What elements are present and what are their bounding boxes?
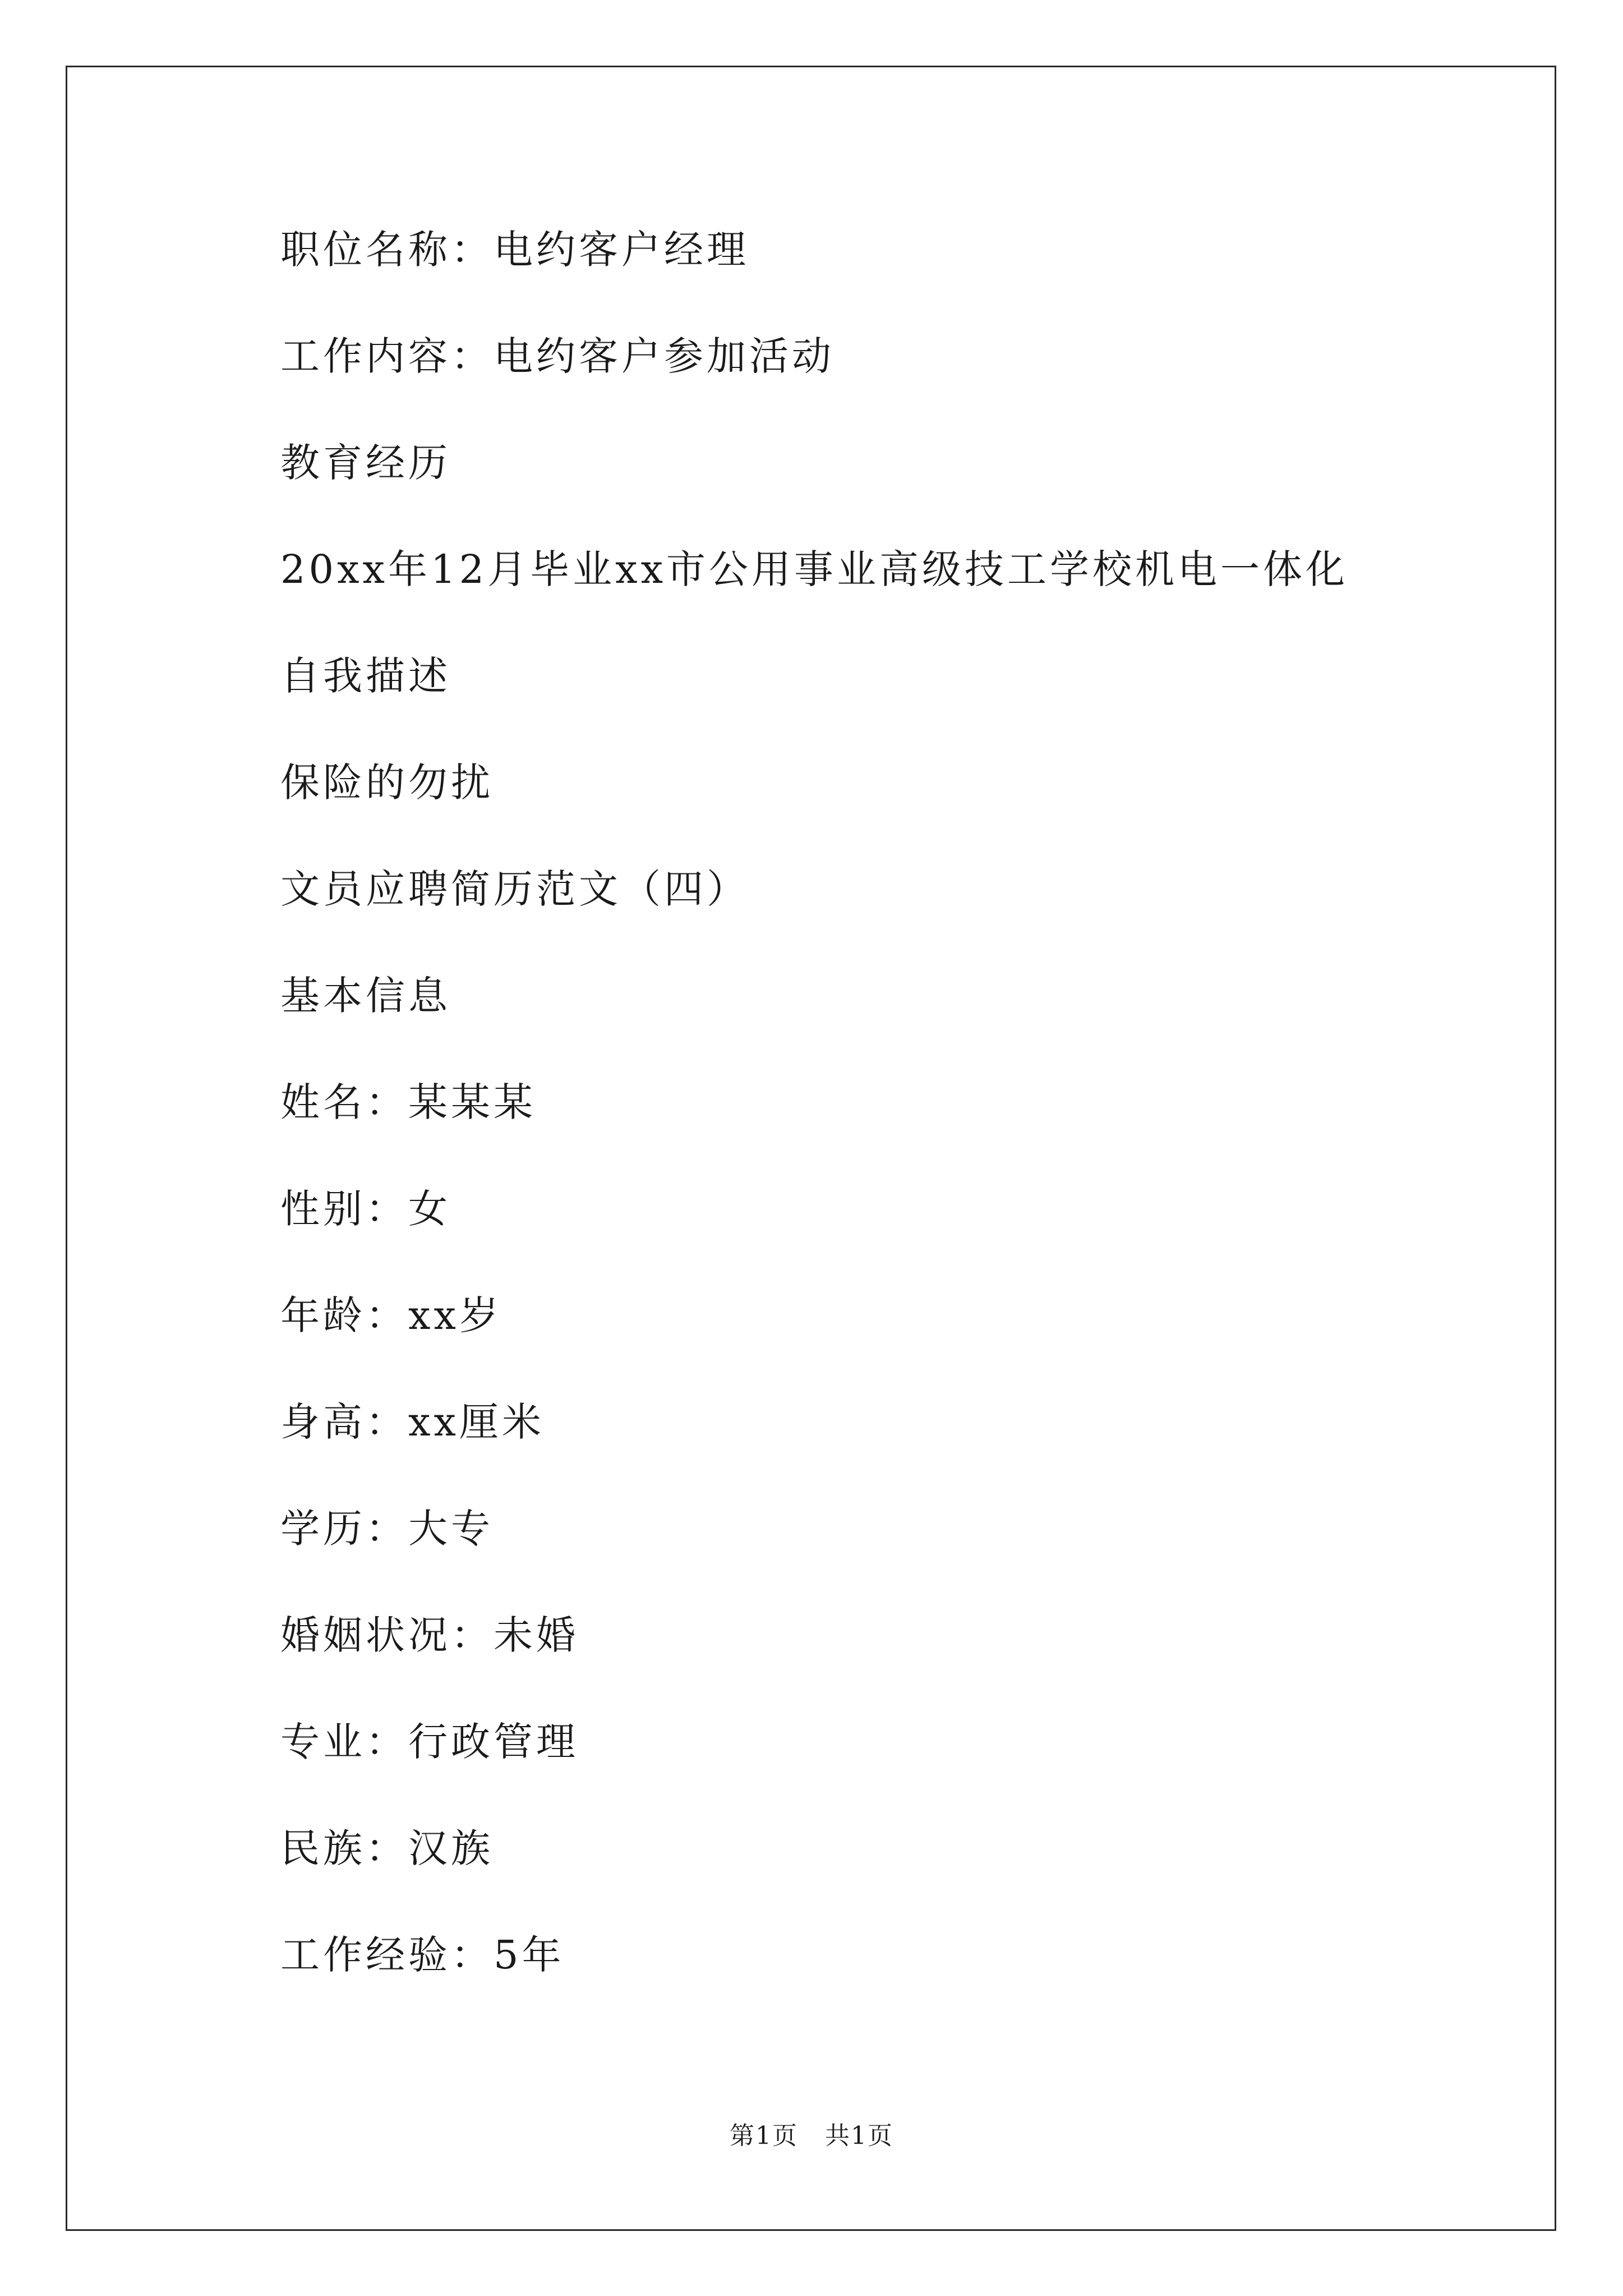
ethnicity-line: 民族：汉族	[280, 1825, 494, 1871]
marital-status-line: 婚姻状况：未婚	[280, 1612, 579, 1658]
major-line: 专业：行政管理	[280, 1719, 579, 1765]
section-title: 文员应聘简历范文（四）	[280, 866, 749, 912]
document-body	[280, 219, 1458, 2031]
gender-line: 性别：女	[280, 1186, 451, 1232]
job-content-line: 工作内容：电约客户参加活动	[280, 333, 834, 379]
age-line: 年龄：xx岁	[280, 1292, 502, 1338]
education-entry: 20xx年12月毕业xx市公用事业高级技工学校机电一体化	[280, 546, 1349, 592]
education-level-line: 学历：大专	[280, 1506, 494, 1552]
self-description-heading: 自我描述	[280, 653, 451, 699]
height-line: 身高：xx厘米	[280, 1399, 545, 1445]
work-experience-line: 工作经验：5年	[280, 1932, 565, 1978]
page-number-footer: 第1页 共1页	[730, 2122, 893, 2150]
name-line: 姓名：某某某	[280, 1079, 536, 1125]
job-title-line: 职位名称：电约客户经理	[280, 227, 749, 273]
basic-info-heading: 基本信息	[280, 973, 451, 1019]
education-heading: 教育经历	[280, 440, 451, 486]
self-description-text: 保险的勿扰	[280, 760, 494, 806]
